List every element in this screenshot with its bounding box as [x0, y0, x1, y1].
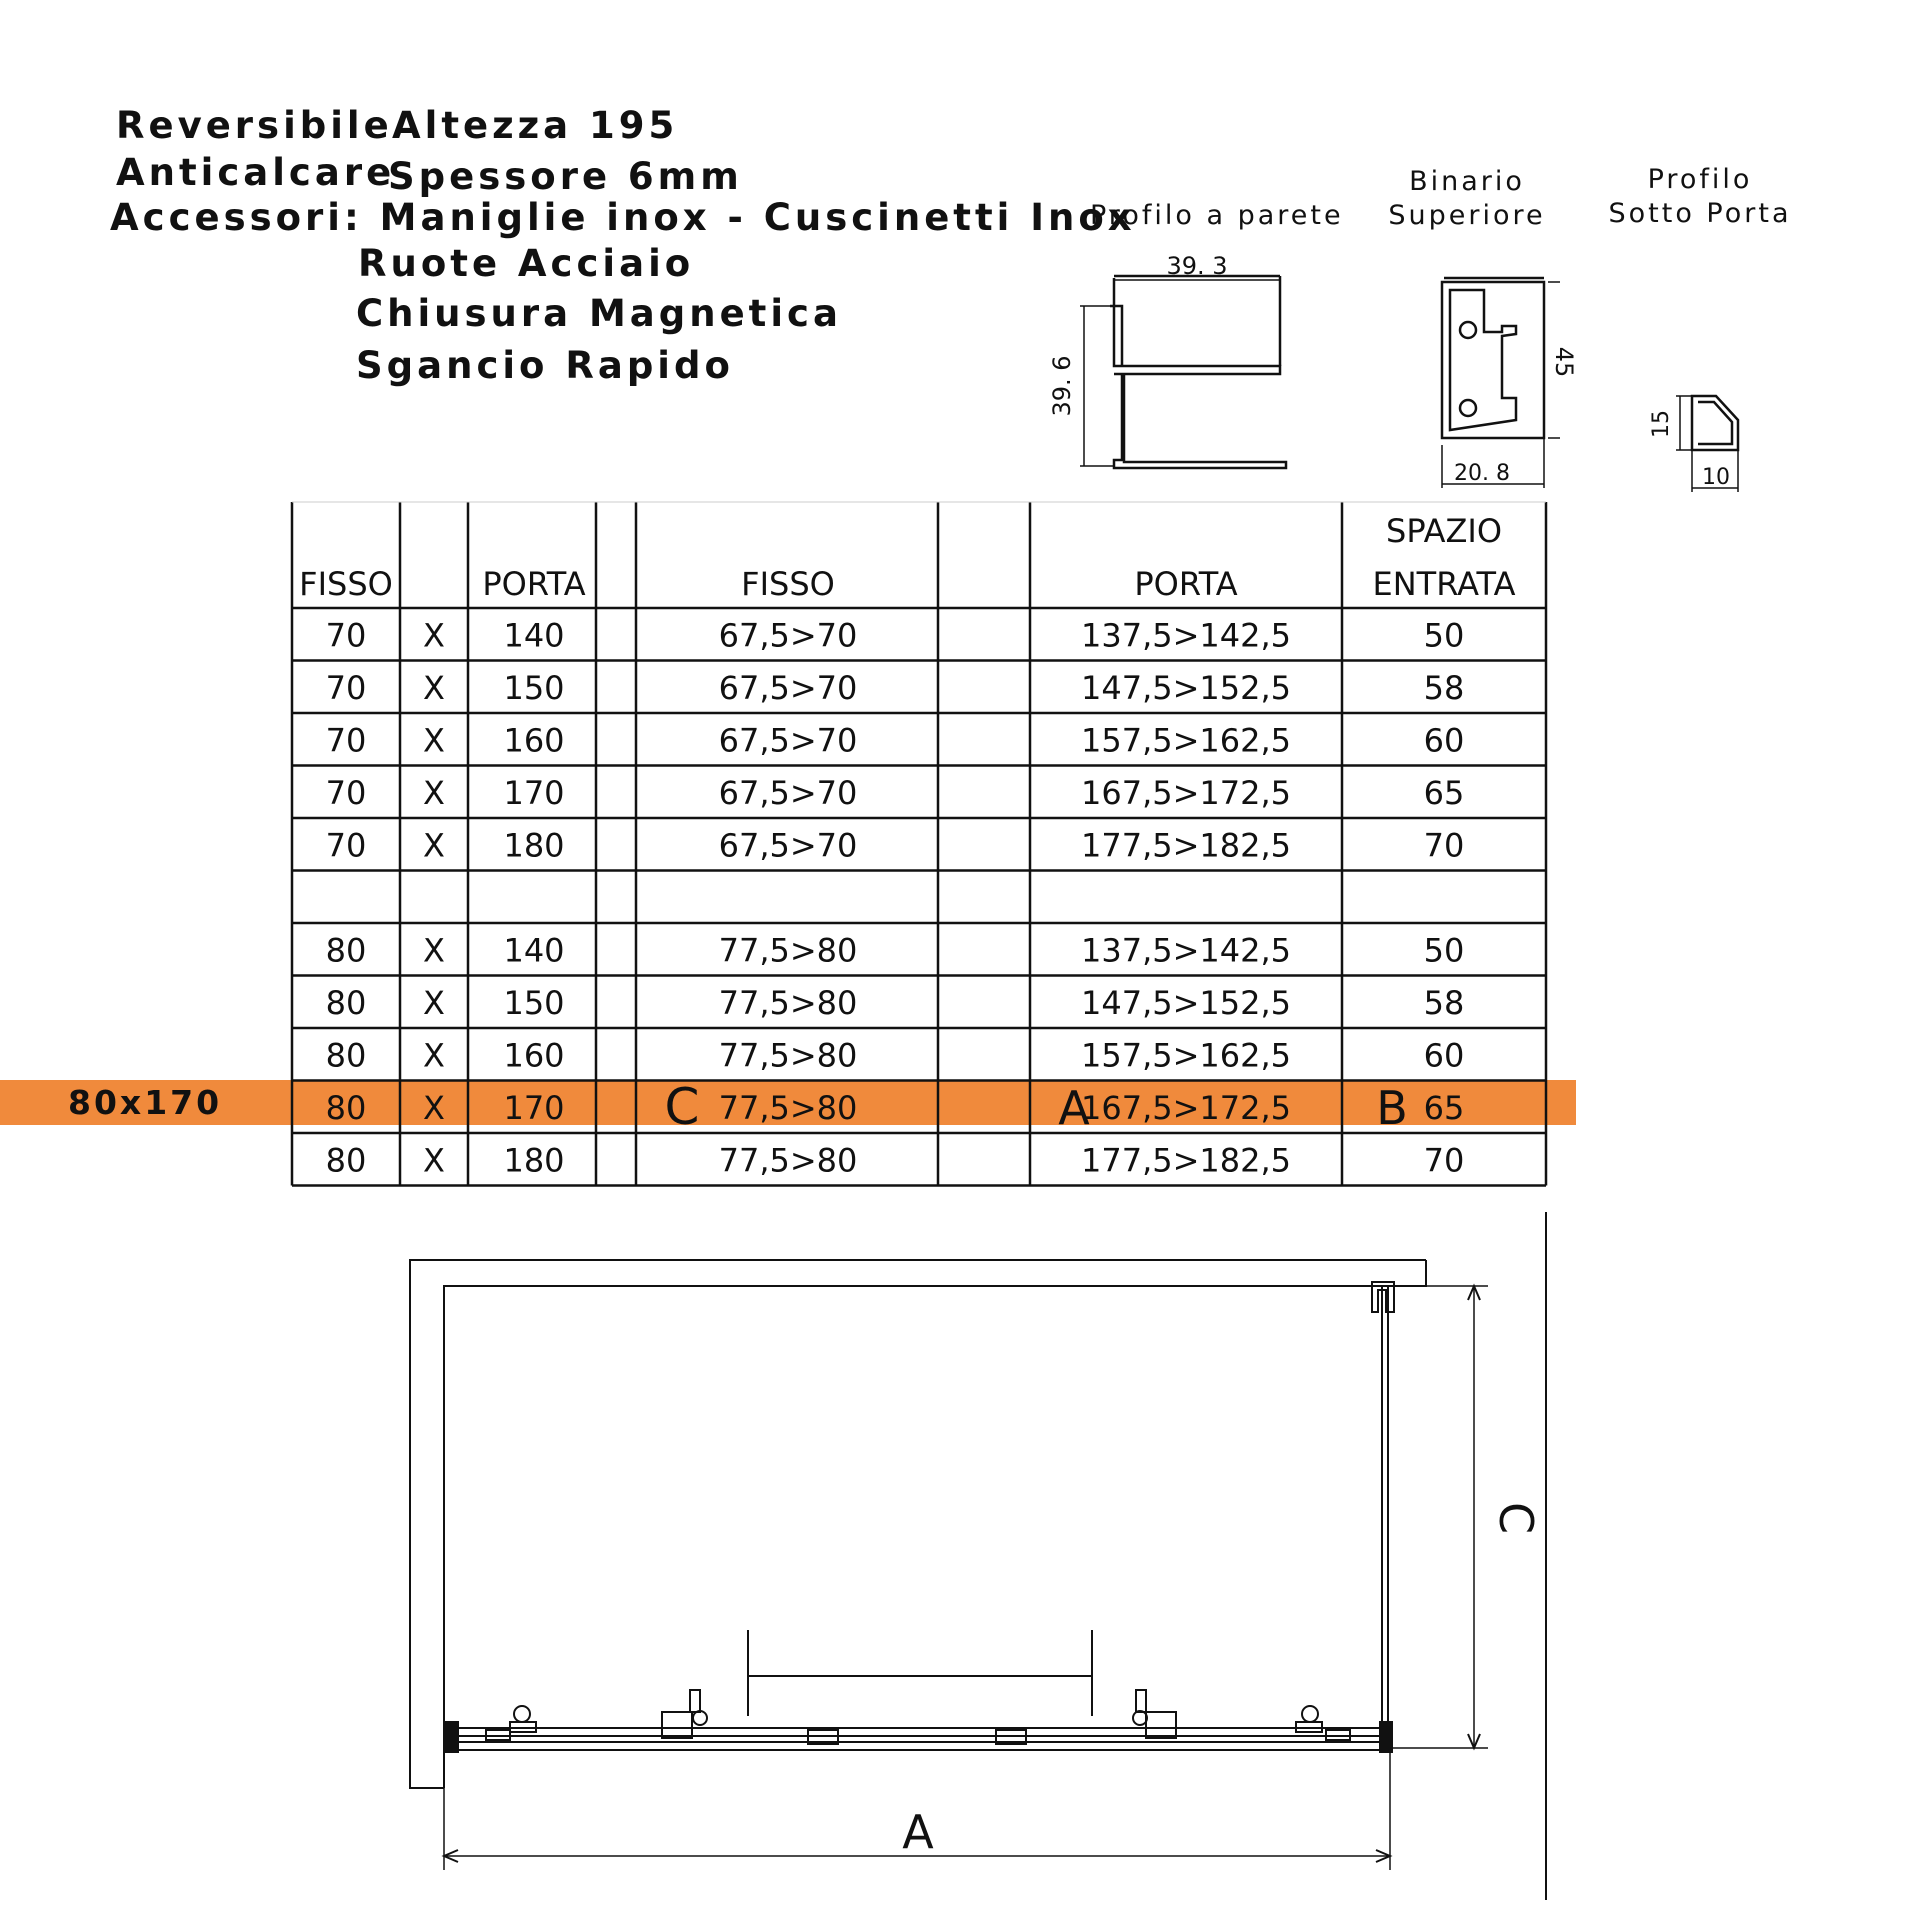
spec-altezza: Altezza 195 — [392, 104, 679, 147]
table-header-spazio: SPAZIO — [1386, 512, 1502, 550]
table-header-cell: PORTA — [1134, 565, 1238, 603]
table-header-cell: FISSO — [741, 565, 835, 603]
spec-chiusura: Chiusura Magnetica — [356, 292, 842, 335]
table-header-cell: FISSO — [299, 565, 393, 603]
profile-under-title-2: Sotto Porta — [1608, 198, 1792, 229]
table-cell: 67,5>70 — [718, 826, 858, 865]
dim-a-label: A — [902, 1805, 934, 1859]
table-cell: 137,5>142,5 — [1080, 931, 1292, 970]
table-cell: 77,5>80 — [718, 931, 858, 970]
table-cell: 167,5>172,5 — [1080, 773, 1292, 812]
marker-a-label: A — [1058, 1080, 1090, 1135]
spec-reversibile: Reversibile — [116, 104, 393, 147]
marker-b-label: B — [1376, 1080, 1408, 1135]
profile-wall-title: Profilo a parete — [1090, 200, 1344, 231]
table-cell: 80 — [325, 1088, 367, 1127]
table-cell: 80 — [325, 931, 367, 970]
table-cell: 60 — [1423, 1036, 1465, 1075]
table-cell: 160 — [503, 721, 565, 760]
table-cell: 70 — [1423, 826, 1465, 865]
rail-width-dim: 20. 8 — [1454, 461, 1510, 486]
table-cell: 65 — [1423, 773, 1465, 812]
table-header-cell: PORTA — [482, 565, 586, 603]
spec-sgancio: Sgancio Rapido — [356, 344, 734, 387]
table-cell: 150 — [503, 668, 565, 707]
wall-width-dim: 39. 3 — [1166, 252, 1228, 280]
table-cell: 140 — [503, 931, 565, 970]
handle-left — [662, 1690, 707, 1738]
table-cell: 50 — [1423, 931, 1465, 970]
table-cell: 77,5>80 — [718, 1141, 858, 1180]
table-cell: 180 — [503, 1141, 565, 1180]
table-cell: 70 — [325, 773, 367, 812]
profile-rail-title-2: Superiore — [1388, 200, 1546, 231]
spec-accessori: Accessori: Maniglie inox - Cuscinetti Inox — [110, 196, 1136, 239]
table-cell: 170 — [503, 773, 565, 812]
highlight-size-label: 80x170 — [68, 1083, 223, 1122]
rail-height-dim: 45 — [1550, 346, 1578, 378]
table-cell: 70 — [325, 721, 367, 760]
table-cell: X — [423, 616, 445, 655]
spec-ruote: Ruote Acciaio — [358, 242, 695, 285]
table-cell: 70 — [325, 616, 367, 655]
wall-outline — [410, 1260, 1426, 1788]
table-cell: 80 — [325, 1141, 367, 1180]
table-cell: 147,5>152,5 — [1080, 983, 1292, 1022]
table-cell: 67,5>70 — [718, 616, 858, 655]
table-cell: X — [423, 668, 445, 707]
table-cell: X — [423, 1088, 445, 1127]
enclosure-outline — [444, 1260, 1426, 1788]
dim-c-label: C — [1489, 1501, 1543, 1535]
table-cell: 137,5>142,5 — [1080, 616, 1292, 655]
table-cell: 150 — [503, 983, 565, 1022]
table-cell: 67,5>70 — [718, 668, 858, 707]
table-cell: 70 — [325, 826, 367, 865]
table-cell: 140 — [503, 616, 565, 655]
spec-spessore: Spessore 6mm — [388, 155, 743, 198]
table-cell: 50 — [1423, 616, 1465, 655]
table-cell: X — [423, 826, 445, 865]
table-cell: 157,5>162,5 — [1080, 721, 1292, 760]
plan-drawing — [0, 1200, 1920, 1920]
table-cell: X — [423, 773, 445, 812]
table-cell: 58 — [1423, 983, 1465, 1022]
under-width-dim: 10 — [1702, 465, 1730, 490]
table-cell: 177,5>182,5 — [1080, 1141, 1292, 1180]
table-cell: 157,5>162,5 — [1080, 1036, 1292, 1075]
table-cell: 177,5>182,5 — [1080, 826, 1292, 865]
table-cell: 80 — [325, 983, 367, 1022]
profile-under-title-1: Profilo — [1647, 164, 1753, 195]
table-cell: 180 — [503, 826, 565, 865]
handle-right — [1133, 1690, 1176, 1738]
table-cell: 77,5>80 — [718, 1088, 858, 1127]
table-cell: X — [423, 1141, 445, 1180]
table-cell: 67,5>70 — [718, 773, 858, 812]
table-header-entrata: ENTRATA — [1372, 565, 1516, 603]
table-cell: 77,5>80 — [718, 1036, 858, 1075]
table-cell: X — [423, 931, 445, 970]
marker-c-label: C — [664, 1077, 700, 1136]
table-cell: 60 — [1423, 721, 1465, 760]
table-cell: 80 — [325, 1036, 367, 1075]
table-cell: 147,5>152,5 — [1080, 668, 1292, 707]
spec-anticalcare: Anticalcare — [116, 151, 396, 194]
wall-height-dim: 39. 6 — [1048, 355, 1076, 417]
table-cell: 170 — [503, 1088, 565, 1127]
table-cell: X — [423, 721, 445, 760]
table-cell: 70 — [325, 668, 367, 707]
bottom-track — [446, 1728, 1390, 1750]
table-cell: 167,5>172,5 — [1080, 1088, 1292, 1127]
table-cell: 58 — [1423, 668, 1465, 707]
table-cell: X — [423, 1036, 445, 1075]
table-cell: 160 — [503, 1036, 565, 1075]
table-cell: 67,5>70 — [718, 721, 858, 760]
table-cell: 77,5>80 — [718, 983, 858, 1022]
under-height-dim: 15 — [1649, 410, 1674, 438]
table-cell: X — [423, 983, 445, 1022]
table-cell: 65 — [1423, 1088, 1465, 1127]
profile-rail-title-1: Binario — [1409, 166, 1525, 197]
table-cell: 70 — [1423, 1141, 1465, 1180]
